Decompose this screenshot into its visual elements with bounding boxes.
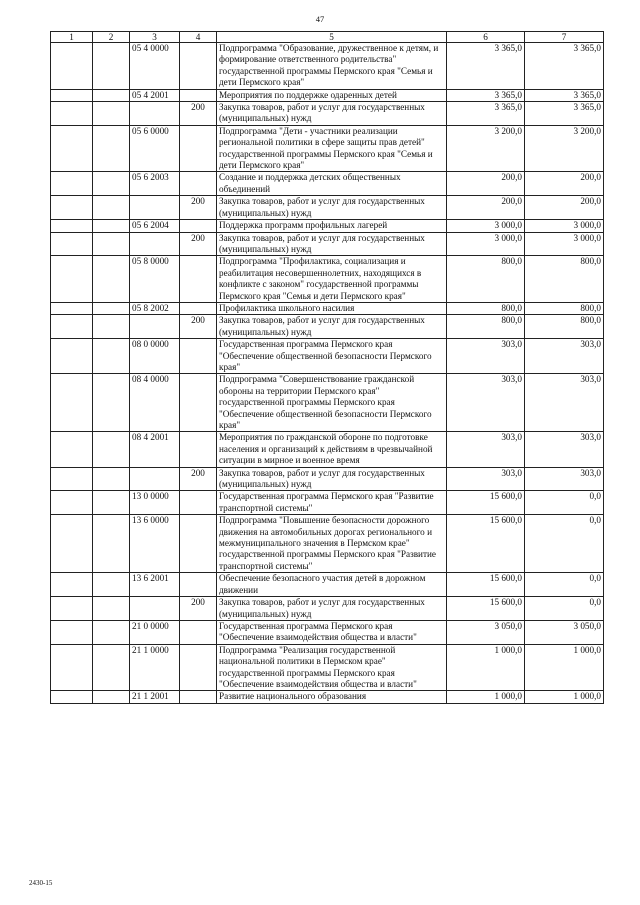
cell-amount-col7: 3 365,0	[525, 43, 604, 90]
header-row	[51, 32, 604, 43]
cell-expense-type	[180, 256, 217, 303]
table-row	[51, 102, 604, 126]
cell-col1	[51, 597, 93, 621]
cell-col2	[93, 172, 130, 196]
cell-target-code: 05 8 0000	[130, 256, 180, 303]
cell-amount-col6: 303,0	[447, 432, 525, 467]
cell-col2	[93, 644, 130, 691]
cell-col1	[51, 374, 93, 432]
cell-col2	[93, 196, 130, 220]
cell-expense-type	[180, 374, 217, 432]
cell-col1	[51, 43, 93, 90]
cell-amount-col7: 200,0	[525, 172, 604, 196]
cell-amount-col6: 800,0	[447, 302, 525, 314]
cell-amount-col6: 800,0	[447, 315, 525, 339]
cell-amount-col6: 800,0	[447, 256, 525, 303]
cell-amount-col7: 3 050,0	[525, 620, 604, 644]
cell-name: Создание и поддержка детских общественных объединений	[217, 172, 447, 196]
cell-expense-type	[180, 644, 217, 691]
page-number: 47	[315, 14, 325, 24]
cell-amount-col7: 1 000,0	[525, 644, 604, 691]
cell-expense-type	[180, 620, 217, 644]
cell-amount-col7: 800,0	[525, 315, 604, 339]
cell-col2	[93, 467, 130, 491]
cell-col2	[93, 491, 130, 515]
cell-expense-type	[180, 573, 217, 597]
cell-col2	[93, 432, 130, 467]
cell-target-code: 05 4 0000	[130, 43, 180, 90]
cell-amount-col7: 800,0	[525, 302, 604, 314]
cell-amount-col6: 303,0	[447, 339, 525, 374]
cell-col1	[51, 102, 93, 126]
cell-amount-col7: 0,0	[525, 573, 604, 597]
cell-expense-type	[180, 491, 217, 515]
cell-name: Поддержка программ профильных лагерей	[217, 220, 447, 232]
cell-expense-type: 200	[180, 196, 217, 220]
cell-amount-col6: 200,0	[447, 196, 525, 220]
cell-name: Развитие национального образования	[217, 691, 447, 703]
column-header: 6	[447, 32, 525, 43]
cell-target-code	[130, 315, 180, 339]
cell-amount-col7: 303,0	[525, 432, 604, 467]
cell-col2	[93, 691, 130, 703]
cell-col1	[51, 515, 93, 573]
cell-col2	[93, 374, 130, 432]
cell-expense-type: 200	[180, 232, 217, 256]
cell-target-code	[130, 467, 180, 491]
cell-col1	[51, 644, 93, 691]
cell-expense-type	[180, 125, 217, 172]
cell-col1	[51, 491, 93, 515]
table-row	[51, 597, 604, 621]
cell-col2	[93, 220, 130, 232]
cell-name: Закупка товаров, работ и услуг для государственных (муниципальных) нужд	[217, 196, 447, 220]
cell-expense-type	[180, 339, 217, 374]
cell-amount-col7: 303,0	[525, 374, 604, 432]
cell-col1	[51, 432, 93, 467]
cell-amount-col6: 3 050,0	[447, 620, 525, 644]
cell-expense-type: 200	[180, 467, 217, 491]
cell-amount-col7: 3 000,0	[525, 232, 604, 256]
cell-name: Подпрограмма "Дети - участники реализации региональной политики в сфере защиты прав детей" государственной программы Пермского края "Семья и дети Пермского края"	[217, 125, 447, 172]
cell-name: Закупка товаров, работ и услуг для государственных (муниципальных) нужд	[217, 102, 447, 126]
cell-amount-col6: 200,0	[447, 172, 525, 196]
cell-target-code: 13 0 0000	[130, 491, 180, 515]
cell-col2	[93, 89, 130, 101]
cell-col1	[51, 620, 93, 644]
cell-amount-col7: 303,0	[525, 467, 604, 491]
cell-name: Мероприятия по гражданской обороне по подготовке населения и организаций к действиям в чрезвычайной ситуации в мирное и военное время	[217, 432, 447, 467]
table-row	[51, 232, 604, 256]
cell-col2	[93, 315, 130, 339]
cell-col1	[51, 467, 93, 491]
cell-col2	[93, 620, 130, 644]
cell-target-code: 21 1 0000	[130, 644, 180, 691]
cell-expense-type	[180, 43, 217, 90]
cell-col2	[93, 232, 130, 256]
table-row	[51, 432, 604, 467]
cell-target-code: 08 4 2001	[130, 432, 180, 467]
cell-target-code	[130, 196, 180, 220]
cell-col1	[51, 232, 93, 256]
cell-expense-type: 200	[180, 315, 217, 339]
table-row	[51, 89, 604, 101]
cell-target-code: 05 8 2002	[130, 302, 180, 314]
table-row	[51, 691, 604, 703]
cell-col1	[51, 220, 93, 232]
cell-col2	[93, 339, 130, 374]
cell-target-code: 13 6 0000	[130, 515, 180, 573]
cell-amount-col6: 3 365,0	[447, 102, 525, 126]
table-row	[51, 374, 604, 432]
cell-name: Закупка товаров, работ и услуг для государственных (муниципальных) нужд	[217, 597, 447, 621]
cell-col2	[93, 43, 130, 90]
table-row	[51, 620, 604, 644]
cell-col1	[51, 89, 93, 101]
cell-name: Государственная программа Пермского края "Развитие транспортной системы"	[217, 491, 447, 515]
cell-col2	[93, 102, 130, 126]
cell-expense-type	[180, 172, 217, 196]
cell-expense-type: 200	[180, 597, 217, 621]
cell-expense-type	[180, 220, 217, 232]
cell-expense-type	[180, 691, 217, 703]
cell-col1	[51, 573, 93, 597]
cell-name: Закупка товаров, работ и услуг для государственных (муниципальных) нужд	[217, 232, 447, 256]
cell-amount-col7: 200,0	[525, 196, 604, 220]
cell-target-code: 13 6 2001	[130, 573, 180, 597]
cell-amount-col7: 800,0	[525, 256, 604, 303]
cell-amount-col7: 0,0	[525, 515, 604, 573]
column-header: 2	[93, 32, 130, 43]
cell-name: Закупка товаров, работ и услуг для государственных (муниципальных) нужд	[217, 467, 447, 491]
table-row	[51, 125, 604, 172]
cell-target-code: 05 6 0000	[130, 125, 180, 172]
table-row	[51, 467, 604, 491]
cell-expense-type	[180, 302, 217, 314]
table-row	[51, 573, 604, 597]
cell-amount-col6: 1 000,0	[447, 644, 525, 691]
document-code: 2430-15	[29, 879, 53, 887]
cell-expense-type	[180, 432, 217, 467]
table-row	[51, 43, 604, 90]
cell-name: Обеспечение безопасного участия детей в дорожном движении	[217, 573, 447, 597]
cell-amount-col6: 3 365,0	[447, 43, 525, 90]
cell-col1	[51, 196, 93, 220]
table-row	[51, 302, 604, 314]
cell-amount-col6: 3 000,0	[447, 232, 525, 256]
cell-col2	[93, 573, 130, 597]
cell-col2	[93, 256, 130, 303]
table-row	[51, 515, 604, 573]
cell-name: Подпрограмма "Совершенствование гражданской обороны на территории Пермского края" государственной программы Пермского края "Обеспечение общественной безопасности Пермского края"	[217, 374, 447, 432]
cell-name: Закупка товаров, работ и услуг для государственных (муниципальных) нужд	[217, 315, 447, 339]
cell-col2	[93, 125, 130, 172]
cell-target-code	[130, 232, 180, 256]
table-row	[51, 172, 604, 196]
cell-target-code: 08 0 0000	[130, 339, 180, 374]
cell-col1	[51, 256, 93, 303]
cell-col1	[51, 302, 93, 314]
column-header: 4	[180, 32, 217, 43]
table-row	[51, 644, 604, 691]
cell-target-code: 08 4 0000	[130, 374, 180, 432]
cell-col1	[51, 125, 93, 172]
cell-amount-col6: 303,0	[447, 374, 525, 432]
cell-col2	[93, 515, 130, 573]
cell-expense-type	[180, 515, 217, 573]
cell-amount-col6: 303,0	[447, 467, 525, 491]
cell-amount-col6: 15 600,0	[447, 515, 525, 573]
cell-amount-col7: 3 000,0	[525, 220, 604, 232]
table-row	[51, 315, 604, 339]
cell-col1	[51, 339, 93, 374]
cell-amount-col6: 15 600,0	[447, 491, 525, 515]
cell-name: Государственная программа Пермского края "Обеспечение взаимодействия общества и власти"	[217, 620, 447, 644]
table-row	[51, 256, 604, 303]
cell-target-code: 21 0 0000	[130, 620, 180, 644]
cell-target-code: 05 4 2001	[130, 89, 180, 101]
cell-name: Мероприятия по поддержке одаренных детей	[217, 89, 447, 101]
cell-amount-col7: 0,0	[525, 597, 604, 621]
cell-col1	[51, 691, 93, 703]
table-row	[51, 339, 604, 374]
cell-target-code	[130, 597, 180, 621]
column-header: 7	[525, 32, 604, 43]
cell-expense-type	[180, 89, 217, 101]
cell-amount-col7: 3 365,0	[525, 102, 604, 126]
column-header: 1	[51, 32, 93, 43]
column-header: 5	[217, 32, 447, 43]
cell-amount-col6: 3 200,0	[447, 125, 525, 172]
cell-col2	[93, 597, 130, 621]
cell-amount-col6: 3 365,0	[447, 89, 525, 101]
cell-col1	[51, 315, 93, 339]
budget-table	[50, 31, 604, 704]
table-row	[51, 220, 604, 232]
cell-amount-col6: 15 600,0	[447, 573, 525, 597]
cell-amount-col7: 303,0	[525, 339, 604, 374]
cell-name: Подпрограмма "Образование, дружественное к детям, и формирование ответственного родительства" государственной программы Пермского края "Семья и дети Пермского края"	[217, 43, 447, 90]
cell-target-code: 05 6 2004	[130, 220, 180, 232]
column-header: 3	[130, 32, 180, 43]
cell-col2	[93, 302, 130, 314]
cell-name: Подпрограмма "Повышение безопасности дорожного движения на автомобильных дорогах регионального и межмуниципального значения в Пермском крае" государственной программы Пермского края "Развитие транспортной системы"	[217, 515, 447, 573]
cell-name: Государственная программа Пермского края "Обеспечение общественной безопасности Пермского края"	[217, 339, 447, 374]
cell-amount-col7: 0,0	[525, 491, 604, 515]
cell-amount-col6: 15 600,0	[447, 597, 525, 621]
cell-amount-col7: 3 365,0	[525, 89, 604, 101]
cell-expense-type: 200	[180, 102, 217, 126]
cell-amount-col6: 1 000,0	[447, 691, 525, 703]
cell-col1	[51, 172, 93, 196]
cell-name: Подпрограмма "Реализация государственной национальной политики в Пермском крае" государственной программы Пермского края "Обеспечение взаимодействия общества и власти"	[217, 644, 447, 691]
cell-amount-col7: 1 000,0	[525, 691, 604, 703]
cell-amount-col7: 3 200,0	[525, 125, 604, 172]
cell-name: Подпрограмма "Профилактика, социализация и реабилитация несовершеннолетних, находящихся в конфликте с законом" государственной программы Пермского края "Семья и дети Пермского края"	[217, 256, 447, 303]
table-row	[51, 196, 604, 220]
cell-target-code: 05 6 2003	[130, 172, 180, 196]
cell-target-code	[130, 102, 180, 126]
cell-name: Профилактика школьного насилия	[217, 302, 447, 314]
cell-amount-col6: 3 000,0	[447, 220, 525, 232]
table-row	[51, 491, 604, 515]
cell-target-code: 21 1 2001	[130, 691, 180, 703]
